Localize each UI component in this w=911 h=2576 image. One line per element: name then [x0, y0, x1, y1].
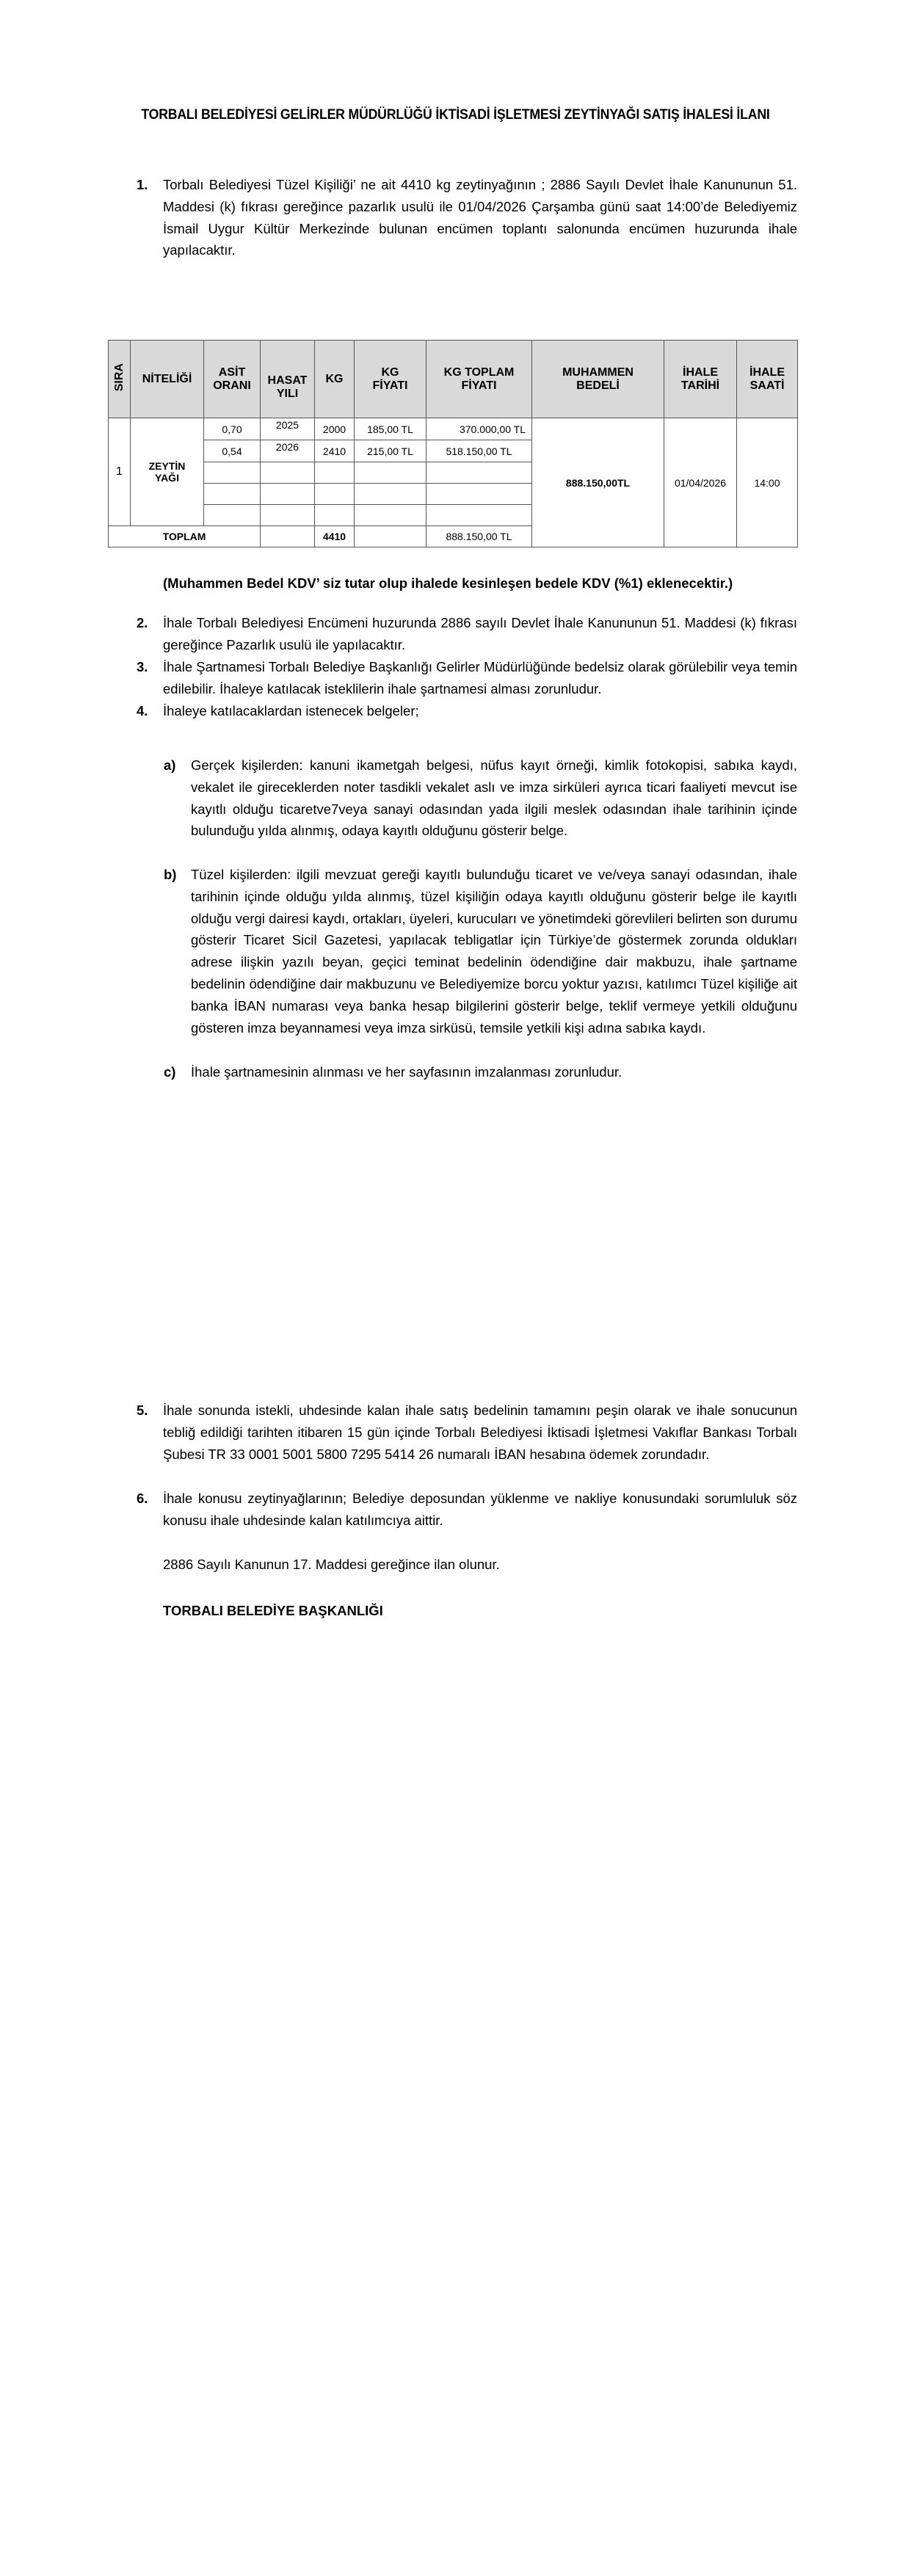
list-item-1: [137, 174, 797, 261]
cell-asit-orani: 0,54: [204, 440, 261, 462]
cell-total-kg-fiyati: [355, 526, 427, 547]
item-number: 4.: [137, 703, 148, 718]
cell-asit-orani: 0,70: [204, 418, 261, 440]
sub-item-label: a): [164, 757, 176, 773]
list-item-4: [137, 700, 797, 722]
header-ihale-tarihi: İHALE TARİHİ: [664, 341, 737, 418]
item-number: 2.: [137, 615, 148, 630]
cell-total-kg: 4410: [315, 526, 355, 547]
cell-ihale-tarihi: 01/04/2026: [664, 418, 737, 547]
cell-kg: [315, 505, 355, 526]
cell-kg-toplam-fiyati: 370.000,00 TL: [427, 418, 532, 440]
cell-sira: 1: [109, 418, 131, 526]
cell-kg: 2000: [315, 418, 355, 440]
header-hasat-yili: HASAT YILI: [261, 341, 315, 418]
item-text: İhale Şartnamesi Torbalı Belediye Başkanlığı Gelirler Müdürlüğünde bedelsiz olarak görülebilir veya temin edilebilir. İhaleye katılacak isteklilerin ihale şartnamesi alması zorunludur.: [163, 659, 797, 696]
cell-kg-toplam-fiyati: [427, 484, 532, 505]
item-number: 6.: [137, 1491, 148, 1506]
kdv-note: (Muhammen Bedel KDV’ siz tutar olup ihalede kesinleşen bedele KDV (%1) eklenecektir.): [163, 575, 733, 591]
cell-niteligi: ZEYTİN YAĞI: [131, 418, 204, 526]
cell-kg: 2410: [315, 440, 355, 462]
cell-total-hasat-yili: [261, 526, 315, 547]
header-kg-fiyati: KG FİYATI: [355, 341, 427, 418]
item-text: İhale Torbalı Belediyesi Encümeni huzurunda 2886 sayılı Devlet İhale Kanununun 51. Maddesi (k) fıkrası gereğince Pazarlık usulü ile yapılacaktır.: [163, 615, 797, 652]
cell-hasat-yili: [261, 462, 315, 484]
item-text: İhale sonunda istekli, uhdesinde kalan ihale satış bedelinin tamamını peşin olarak ve ihale sonucunun tebliğ edildiği tarihten itibaren 15 gün içinde Torbalı Belediyesi İktisadi İşletmesi Vakıflar Bankası Torbalı Şubesi TR 33 0001 5001 5800 7295 5414 26 numaralı İBAN hesabına ödemek zorundadır.: [163, 1402, 797, 1462]
header-muhammen-bedeli: MUHAMMEN BEDELİ: [532, 341, 664, 418]
table-row: [109, 418, 798, 440]
cell-total-kg-toplam-fiyati: 888.150,00 TL: [427, 526, 532, 547]
header-sira: SIRA: [109, 341, 131, 418]
sub-item-label: b): [164, 867, 177, 882]
header-asit-orani: ASİT ORANI: [204, 341, 261, 418]
cell-hasat-yili: 2026: [261, 440, 315, 462]
cell-hasat-yili: [261, 484, 315, 505]
list-item-5: [137, 1400, 797, 1465]
signature: TORBALI BELEDİYE BAŞKANLIĞI: [163, 1603, 383, 1618]
cell-kg-fiyati: [355, 505, 427, 526]
list-item-3: [137, 656, 797, 700]
cell-kg-fiyati: [355, 462, 427, 484]
table-header-row: [109, 341, 798, 418]
page-title: TORBALI BELEDİYESİ GELİRLER MÜDÜRLÜĞÜ İKTİSADİ İŞLETMESİ ZEYTİNYAĞI SATIŞ İHALESİ İLANI: [141, 107, 770, 123]
cell-ihale-saati: 14:00: [737, 418, 798, 547]
sub-item-b: [164, 864, 797, 1038]
cell-kg-fiyati: 215,00 TL: [355, 440, 427, 462]
sub-item-a: [164, 754, 797, 842]
cell-hasat-yili: 2025: [261, 418, 315, 440]
cell-asit-orani: [204, 484, 261, 505]
cell-kg: [315, 462, 355, 484]
cell-kg-fiyati: [355, 484, 427, 505]
cell-asit-orani: [204, 505, 261, 526]
sub-item-text: Gerçek kişilerden: kanuni ikametgah belgesi, nüfus kayıt örneği, kimlik fotokopisi, sabıka kaydı, vekalet ile gireceklerden noter tasdikli vekalet aslı ve imza sirküleri ayrıca ticari faaliyeti mevcut ise kayıtlı olduğu ticaretve7veya sanayi odasından yada ilgili meslek odasından ihale tarihinin içinde bulunduğu yılda alınmış, odaya kayıtlı olduğunu gösterir belge.: [191, 757, 797, 839]
header-ihale-saati: İHALE SAATİ: [737, 341, 798, 418]
cell-kg-toplam-fiyati: [427, 462, 532, 484]
sub-item-label: c): [164, 1064, 176, 1080]
cell-kg-toplam-fiyati: 518.150,00 TL: [427, 440, 532, 462]
item-number: 3.: [137, 659, 148, 674]
sub-item-c: [164, 1061, 797, 1083]
cell-kg: [315, 484, 355, 505]
cell-kg-toplam-fiyati: [427, 505, 532, 526]
header-niteligi: NİTELİĞİ: [131, 341, 204, 418]
cell-muhammen-bedeli: 888.150,00TL: [532, 418, 664, 547]
sub-item-text: Tüzel kişilerden: ilgili mevzuat gereği kayıtlı bulunduğu ticaret ve ve/veya sanayi odasından, ihale tarihinin içinde olduğu yılda alınmış, tüzel kişiliğin odaya kayıtlı olduğunu gösterir belge ile kayıtlı olduğu vergi dairesi kaydı, ortakları, üyeleri, kurucuları ve yönetimdeki görevlileri belirten son durumu gösterir Ticaret Sicil Gazetesi, yapılacak tebligatlar için Türkiye’de göstermek zorunda oldukları adrese ilişkin yazılı beyan, geçici teminat bedelinin ödendiğine dair makbuzu, ihale şartname bedelinin ödendiğine dair makbuzunu ve Belediyemize borcu yoktur yazısı, katılımcı Tüzel kişiliğe ait banka İBAN numarası veya banka hesap bilgilerini gösterir belge, teklif vermeye yetkili olduğunu gösteren imza beyannamesi veya imza sirküsü, temsile yetkili kişi adına sabıka kaydı.: [191, 867, 797, 1036]
list-item-2: [137, 612, 797, 656]
item-number: 1.: [137, 177, 148, 192]
item-text: İhale konusu zeytinyağlarının; Belediye deposundan yüklenme ve nakliye konusundaki sorumluluk söz konusu ihale uhdesinde kalan katılımcıya aittir.: [163, 1491, 797, 1528]
list-item-6: [137, 1488, 797, 1532]
sub-item-text: İhale şartnamesinin alınması ve her sayfasının imzalanması zorunludur.: [191, 1064, 623, 1080]
law-note: 2886 Sayılı Kanunun 17. Maddesi gereğince ilan olunur.: [163, 1557, 500, 1572]
cell-total-label: TOPLAM: [109, 526, 261, 547]
item-text: İhaleye katılacaklardan istenecek belgeler;: [163, 703, 419, 718]
cell-asit-orani: [204, 462, 261, 484]
cell-hasat-yili: [261, 505, 315, 526]
cell-kg-fiyati: 185,00 TL: [355, 418, 427, 440]
item-text: Torbalı Belediyesi Tüzel Kişiliği’ ne ait 4410 kg zeytinyağının ; 2886 Sayılı Devlet İhale Kanununun 51. Maddesi (k) fıkrası gereğince pazarlık usulü ile 01/04/2026 Çarşamba günü saat 14:00’de Belediyemiz İsmail Uygur Kültür Merkezinde bulunan encümen toplantı salonunda encümen huzurunda ihale yapılacaktır.: [163, 177, 797, 258]
header-kg: KG: [315, 341, 355, 418]
header-kg-toplam-fiyati: KG TOPLAM FİYATI: [427, 341, 532, 418]
tender-table: [108, 340, 798, 547]
item-number: 5.: [137, 1402, 148, 1418]
